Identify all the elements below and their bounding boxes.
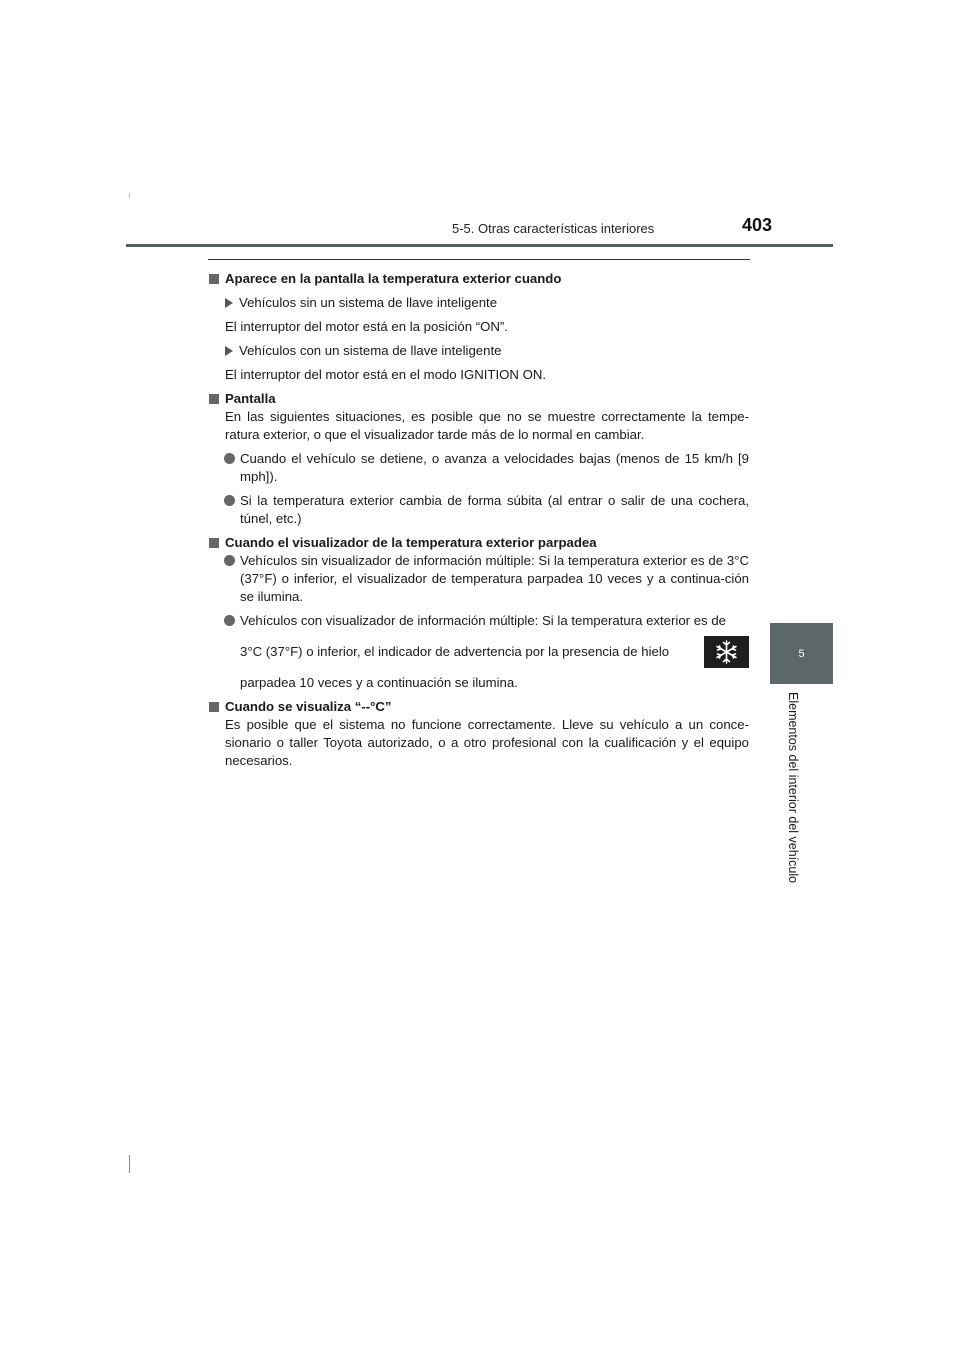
circle-bullet-icon	[224, 615, 235, 626]
circle-bullet-icon	[224, 495, 235, 506]
crop-mark	[129, 1155, 130, 1173]
content-rule	[208, 259, 750, 260]
square-bullet-icon	[209, 274, 219, 284]
arrow-item: Vehículos con un sistema de llave inteligente	[209, 342, 749, 360]
chapter-tab	[770, 623, 833, 684]
chapter-title: Elementos del interior del vehículo	[786, 692, 800, 884]
paragraph: Es posible que el sistema no funcione correctamente. Lleve su vehículo a un conce-sionario o taller Toyota autorizado, o a otro profesional con la cualificación y el equipo necesarios.	[225, 717, 749, 768]
page-body	[209, 270, 749, 776]
section-heading: Cuando se visualiza “--°C”	[209, 698, 749, 716]
section-heading: Pantalla	[209, 390, 749, 408]
circle-bullet-icon	[224, 555, 235, 566]
list-item: Vehículos con visualizador de información múltiple: Si la temperatura exterior es de 3°C (37°F) o inferior, el indicador de advertencia por la presencia de hielo parpadea 10 veces y a continuación se ilumina.	[209, 612, 749, 692]
square-bullet-icon	[209, 538, 219, 548]
arrow-right-icon	[225, 298, 233, 308]
square-bullet-icon	[209, 702, 219, 712]
section-heading: Cuando el visualizador de la temperatura exterior parpadea	[209, 534, 749, 552]
page-number: 403	[742, 215, 773, 235]
icon-row: 3°C (37°F) o inferior, el indicador de advertencia por la presencia de hielo	[240, 636, 749, 668]
header-rule	[126, 244, 833, 247]
list-item: Si la temperatura exterior cambia de forma súbita (al entrar o salir de una cochera, túnel, etc.)	[209, 492, 749, 528]
list-item: Cuando el vehículo se detiene, o avanza a velocidades bajas (menos de 15 km/h [9 mph]).	[209, 450, 749, 486]
square-bullet-icon	[209, 394, 219, 404]
paragraph: El interruptor del motor está en el modo IGNITION ON.	[225, 367, 547, 382]
chapter-number: 5	[798, 648, 805, 660]
crop-mark	[129, 193, 130, 198]
list-item: Vehículos sin visualizador de información múltiple: Si la temperatura exterior es de 3°C (37°F) o inferior, el visualizador de temperatura parpadea 10 veces y a continua-ción se ilumina.	[209, 552, 749, 606]
paragraph: El interruptor del motor está en la posición “ON”.	[225, 319, 508, 334]
section-title: 5-5. Otras características interiores	[452, 221, 655, 236]
circle-bullet-icon	[224, 453, 235, 464]
arrow-right-icon	[225, 346, 233, 356]
section-heading: Aparece en la pantalla la temperatura exterior cuando	[209, 270, 749, 288]
paragraph: En las siguientes situaciones, es posible que no se muestre correctamente la tempe-ratura exterior, o que el visualizador tarde más de lo normal en cambiar.	[225, 409, 749, 442]
snowflake-icon	[704, 636, 749, 668]
arrow-item: Vehículos sin un sistema de llave inteligente	[209, 294, 749, 312]
